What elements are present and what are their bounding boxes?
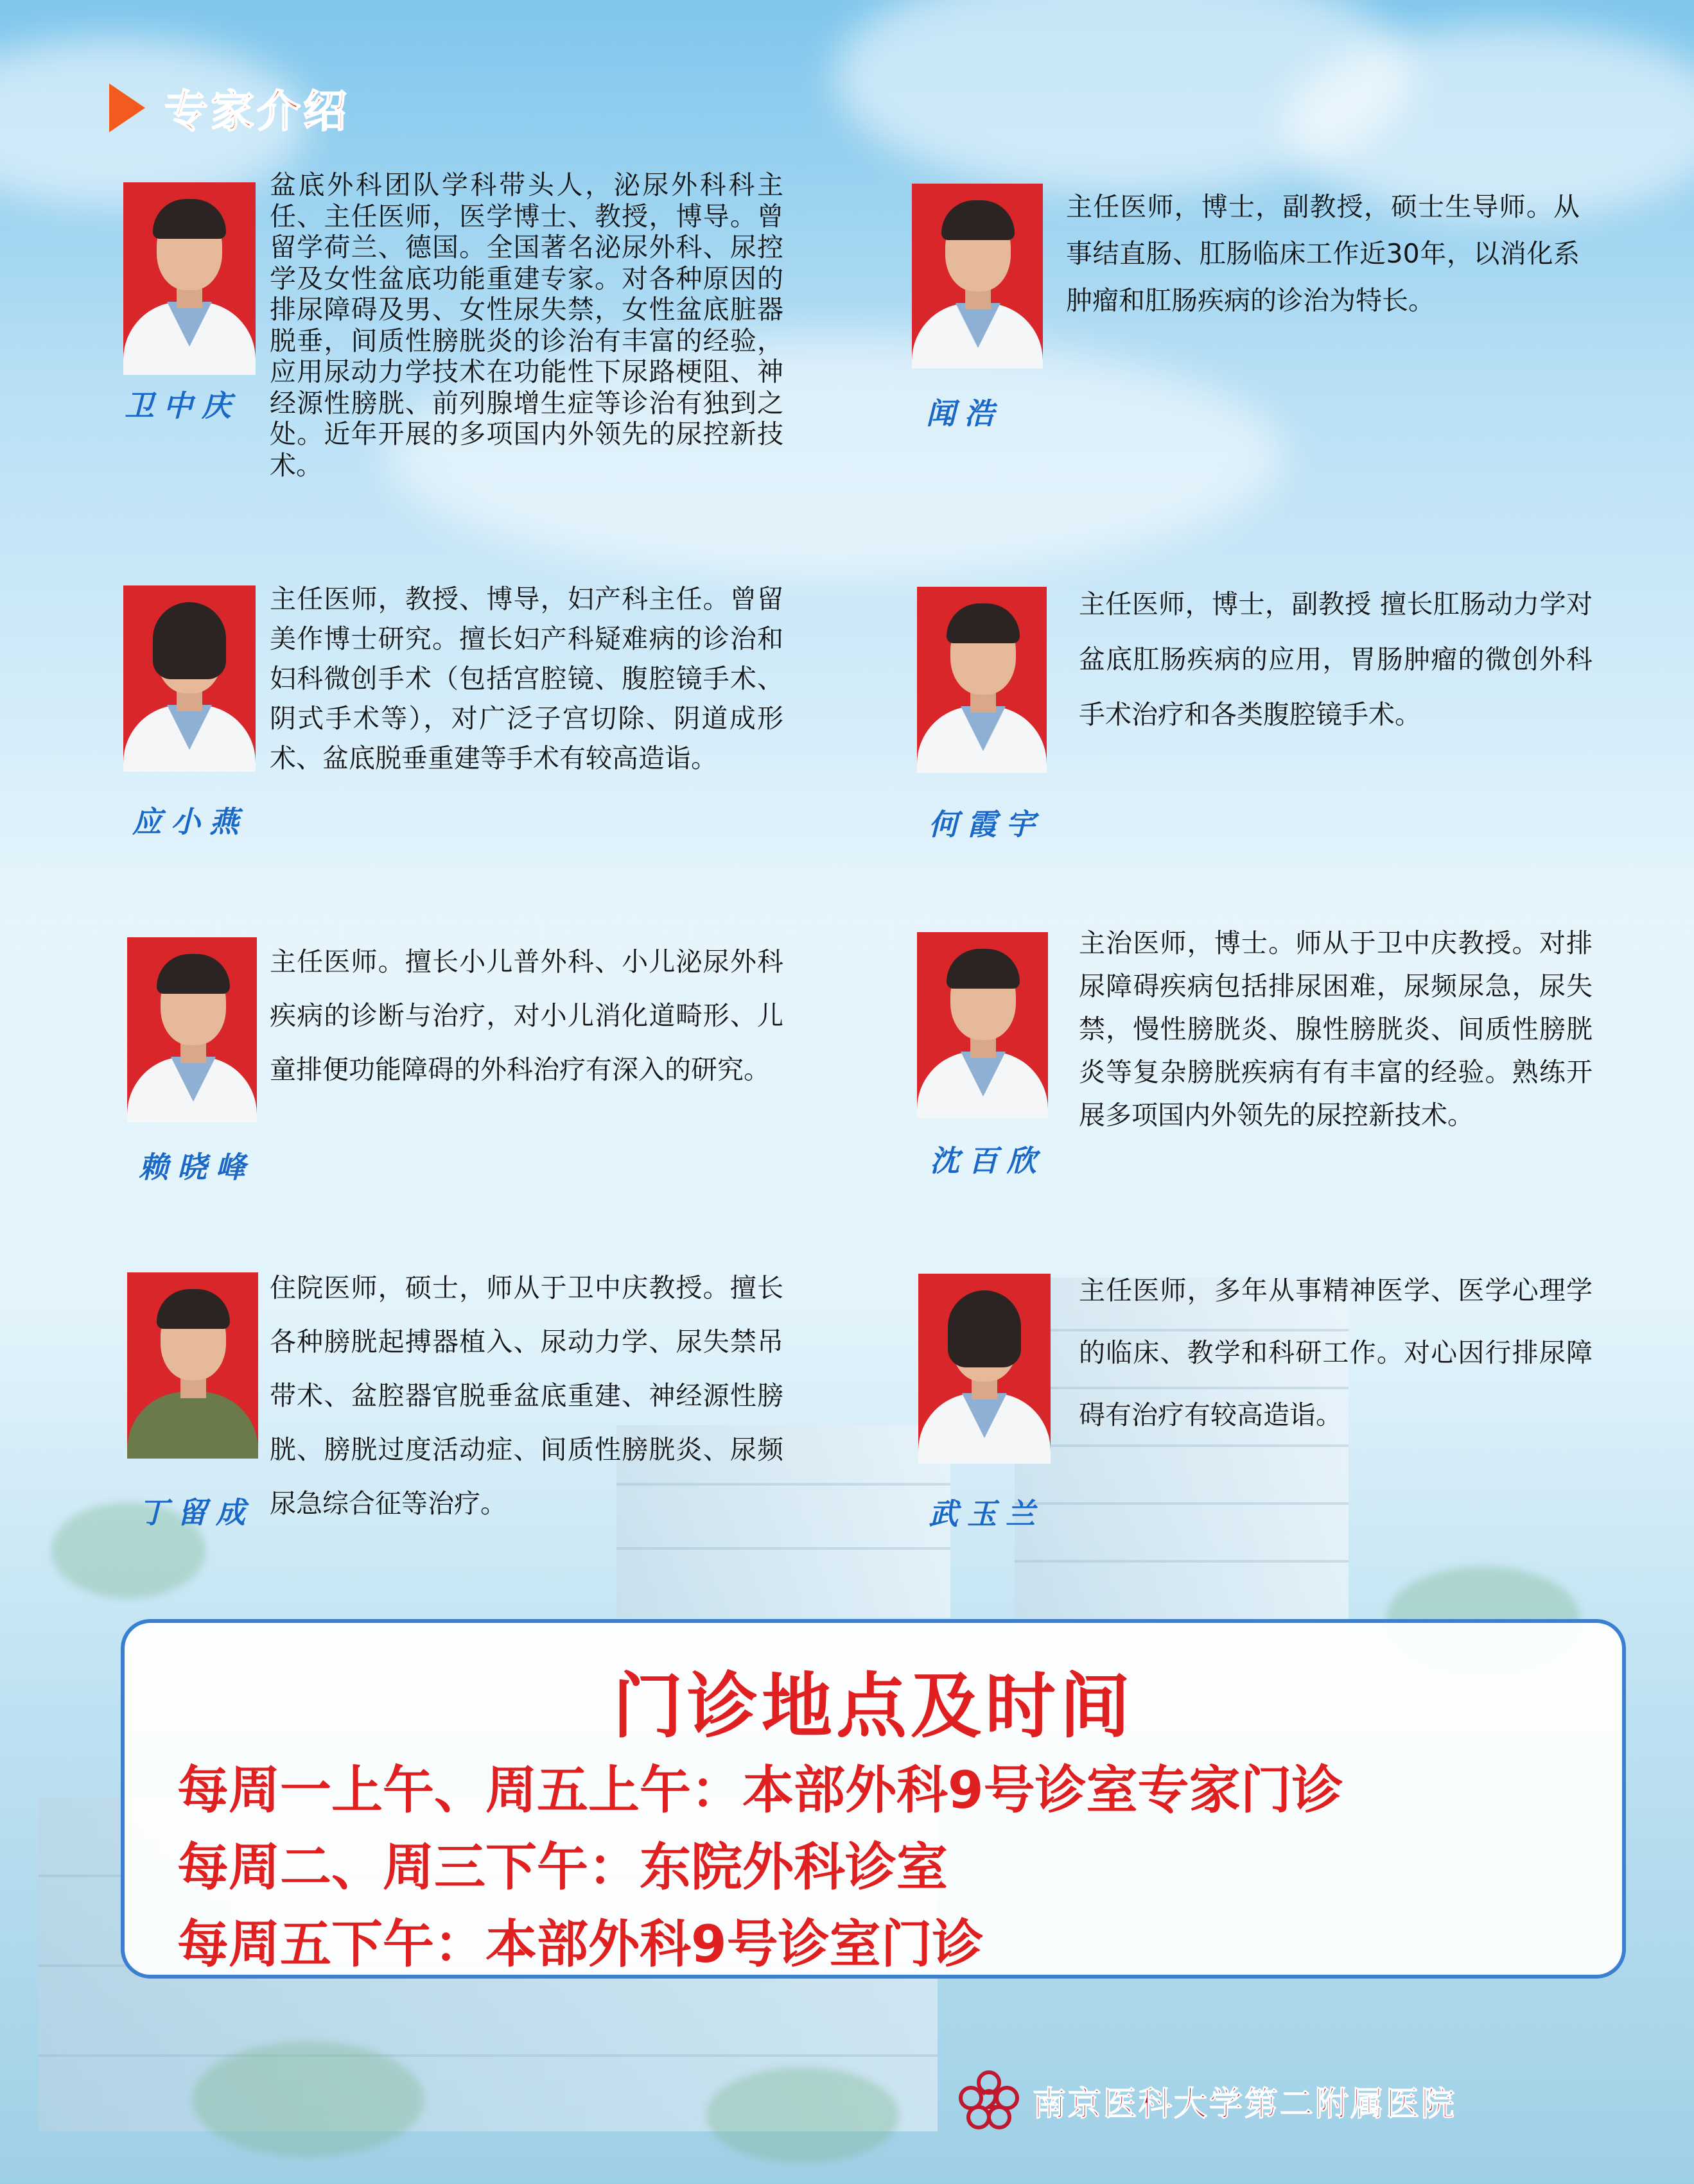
expert-bio: 主任医师，博士，副教授 擅长肛肠动力学对盆底肛肠疾病的应用，胃肠肿瘤的微创外科手术治疗和各类腹腔镜手术。 [1079,589,1593,730]
expert-name: 应小燕 [132,804,248,839]
expert-bio: 主治医师，博士。师从于卫中庆教授。对排尿障碍疾病包括排尿困难，尿频尿急，尿失禁，慢性膀胱炎、腺性膀胱炎、间质性膀胱炎等复杂膀胱疾病有有丰富的经验。熟练开展多项国内外领先的尿控新技术。 [1079,928,1593,1131]
expert-name: 沈百欣 [930,1143,1045,1178]
expert-photo [123,182,256,375]
hospital-footer [957,2068,1456,2133]
expert-name: 闻浩 [926,396,1003,431]
expert-bio: 住院医师，硕士，师从于卫中庆教授。擅长各种膀胱起搏器植入、尿动力学、尿失禁吊带术、盆腔器官脱垂盆底重建、神经源性膀胱、膀胱过度活动症、间质性膀胱炎、尿频尿急综合征等治疗。 [270,1272,783,1519]
expert-name: 卫中庆 [125,388,240,423]
expert-bio: 主任医师，教授、博导，妇产科主任。曾留美作博士研究。擅长妇产科疑难病的诊治和妇科微创手术（包括宫腔镜、腹腔镜手术、阴式手术等），对广泛子宫切除、阴道成形术、盆底脱垂重建等手术有较高造诣。 [270,584,783,774]
expert-bio: 主任医师，博士，副教授，硕士生导师。从事结直肠、肛肠临床工作近30年，以消化系肿瘤和肛肠疾病的诊治为特长。 [1066,191,1580,316]
expert-photo [127,1272,258,1459]
expert-photo [918,1274,1051,1464]
clinic-schedule-box [121,1619,1626,1979]
background-tree [193,2041,424,2157]
clinic-title: 门诊地点及时间 [613,1665,1134,1747]
clinic-schedule-line: 每周五下午：本部外科9号诊室门诊 [177,1914,984,1974]
section-title: 专家介绍 [164,86,350,137]
expert-bio: 盆底外科团队学科带头人，泌尿外科科主任、主任医师，医学博士、教授，博导。曾留学荷兰、德国。全国著名泌尿外科、尿控学及女性盆底功能重建专家。对各种原因的排尿障碍及男、女性尿失禁，女性盆底脏器脱垂，间质性膀胱炎的诊治有丰富的经验，应用尿动力学技术在功能性下尿路梗阻、神经源性膀胱、前列腺增生症等诊治有独到之处。近年开展的多项国内外领先的尿控新技术。 [270,169,783,481]
expert-photo [127,937,257,1122]
expert-photo [917,587,1047,773]
background-tree [706,2067,899,2163]
hospital-name: 南京医科大学第二附属医院 [1033,2084,1457,2124]
expert-photo [917,932,1048,1118]
expert-bio: 主任医师，多年从事精神医学、医学心理学的临床、教学和科研工作。对心因行排尿障碍有治疗有较高造诣。 [1079,1275,1593,1430]
expert-bio: 主任医师。擅长小儿普外科、小儿泌尿外科疾病的诊断与治疗，对小儿消化道畸形、儿童排便功能障碍的外科治疗有深入的研究。 [270,946,783,1085]
expert-name: 赖晓峰 [139,1150,254,1184]
expert-photo [912,184,1043,368]
expert-name: 丁留成 [139,1495,254,1530]
hospital-logo-icon [957,2068,1021,2133]
expert-name: 何霞宇 [929,807,1044,842]
expert-photo [123,585,256,772]
section-header [109,76,349,140]
clinic-schedule-line: 每周一上午、周五上午：本部外科9号诊室专家门诊 [177,1760,1343,1820]
play-arrow-icon [109,83,145,132]
clinic-schedule-line: 每周二、周三下午：东院外科诊室 [177,1837,948,1897]
expert-name: 武玉兰 [929,1496,1044,1531]
